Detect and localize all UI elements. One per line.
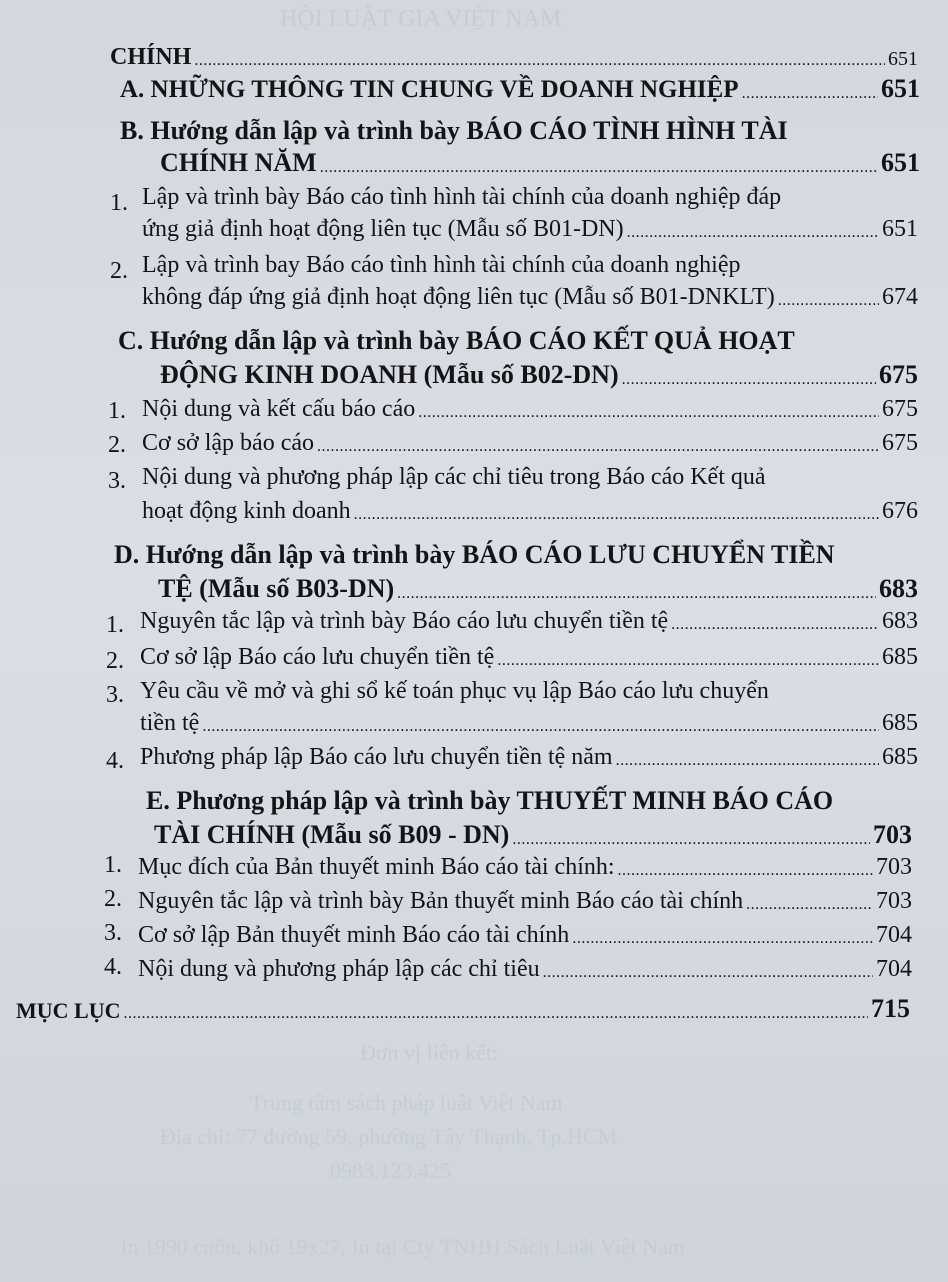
section-d-title-line1: D. Hướng dẫn lập và trình bày BÁO CÁO LƯU CHUYỂN TIỀN [114, 540, 835, 569]
item-number: 1. [108, 398, 126, 424]
toc-item [138, 854, 912, 881]
item-number: 3. [106, 682, 124, 708]
page-number: 703 [876, 888, 912, 914]
bleed-through-text: HỘI LUẬT GIA VIỆT NAM [280, 6, 562, 32]
toc-item [142, 430, 918, 457]
toc-item-line2: không đáp ứng giả định hoạt động liên tục (Mẫu số B01-DNKLT) [142, 284, 775, 310]
page-number: 675 [882, 396, 918, 422]
page-number: 703 [873, 820, 912, 849]
item-number: 1. [110, 190, 128, 216]
toc-section-e [154, 820, 912, 850]
toc-item-text: Nội dung và phương pháp lập các chỉ tiêu [138, 956, 540, 982]
item-number: 1. [104, 852, 122, 878]
bleed-through-text: Đơn vị liên kết: [360, 1040, 499, 1065]
dot-leader [194, 52, 885, 66]
item-number: 2. [108, 432, 126, 458]
dot-leader [616, 752, 879, 766]
toc-item [142, 396, 918, 423]
page-number: 704 [876, 922, 912, 948]
bleed-through-text: Địa chỉ: 77 đường 59, phường Tây Thạnh, Tp.HCM [160, 1124, 618, 1149]
toc-item [142, 498, 918, 525]
item-number: 4. [104, 954, 122, 980]
dot-leader [746, 896, 873, 910]
page-number: 651 [882, 216, 918, 242]
item-number: 4. [106, 748, 124, 774]
dot-leader [497, 652, 879, 666]
dot-leader [742, 85, 878, 99]
item-number: 3. [104, 920, 122, 946]
muc-luc-title: MỤC LỤC [16, 998, 121, 1023]
toc-item-line2: hoạt động kinh doanh [142, 498, 351, 524]
section-c-title-line1: C. Hướng dẫn lập và trình bày BÁO CÁO KẾT QUẢ HOẠT [118, 326, 795, 355]
toc-section-a [120, 74, 920, 104]
toc-item-text: Nguyên tắc lập và trình bày Bản thuyết minh Báo cáo tài chính [138, 888, 744, 914]
toc-item [140, 744, 918, 771]
toc-item [140, 710, 918, 737]
dot-leader [418, 404, 879, 418]
dot-leader [622, 371, 876, 385]
toc-item-line1: Lập và trình bay Báo cáo tình hình tài chính của doanh nghiệp [142, 252, 741, 278]
toc-item-line2: ứng giả định hoạt động liên tục (Mẫu số B01-DN) [142, 216, 624, 242]
dot-leader [354, 506, 879, 520]
section-a-title: A. NHỮNG THÔNG TIN CHUNG VỀ DOANH NGHIỆP [120, 76, 739, 103]
page-number: 704 [876, 956, 912, 982]
toc-item [142, 284, 918, 311]
section-c-title-line2: ĐỘNG KINH DOANH (Mẫu số B02-DN) [160, 360, 619, 389]
toc-muc-luc [16, 994, 910, 1024]
section-b-title-line1: B. Hướng dẫn lập và trình bày BÁO CÁO TÌNH HÌNH TÀI [120, 116, 788, 145]
page-number: 715 [871, 994, 910, 1023]
page-number: 683 [882, 608, 918, 634]
section-e-title-line1: E. Phương pháp lập và trình bày THUYẾT MINH BÁO CÁO [146, 786, 834, 815]
bleed-through-text: 0983.123.425 [330, 1158, 451, 1183]
dot-leader [618, 862, 873, 876]
toc-item [142, 216, 918, 243]
toc-item [138, 922, 912, 949]
section-b-title-line2: CHÍNH NĂM [160, 148, 317, 177]
dot-leader [320, 159, 878, 173]
toc-item-text: Mục đích của Bản thuyết minh Báo cáo tài chính: [138, 854, 615, 880]
item-number: 2. [106, 648, 124, 674]
page-number: 685 [882, 744, 918, 770]
toc-item [140, 644, 918, 671]
page-number: 685 [882, 710, 918, 736]
toc-section-c [160, 360, 918, 390]
dot-leader [202, 718, 879, 732]
toc-item [138, 888, 912, 915]
dot-leader [778, 292, 879, 306]
page-number: 651 [881, 74, 920, 103]
dot-leader [397, 585, 876, 599]
toc-continuation-title: CHÍNH [110, 44, 192, 70]
item-number: 2. [104, 886, 122, 912]
bleed-through-text: In 1990 cuốn, khổ 19x27, In tại Cty TNHH Sách Luật Việt Nam [120, 1234, 685, 1259]
toc-section-b [160, 148, 920, 178]
item-number: 2. [110, 258, 128, 284]
toc-item-line2: tiền tệ [140, 710, 200, 736]
toc-item-text: Cơ sở lập báo cáo [142, 430, 315, 456]
dot-leader [543, 964, 873, 978]
section-e-title-line2: TÀI CHÍNH (Mẫu số B09 - DN) [154, 820, 510, 849]
toc-item-line1: Yêu cầu về mở và ghi sổ kế toán phục vụ lập Báo cáo lưu chuyển [140, 678, 769, 704]
bleed-through-text: Trung tâm sách pháp luật Việt Nam [250, 1090, 563, 1115]
toc-item [140, 608, 918, 635]
dot-leader [572, 930, 873, 944]
item-number: 1. [106, 612, 124, 638]
toc-section-d [158, 574, 918, 604]
page-number: 683 [879, 574, 918, 603]
page-number: 676 [882, 498, 918, 524]
toc-item-text: Cơ sở lập Báo cáo lưu chuyển tiền tệ [140, 644, 495, 670]
toc-item [138, 956, 912, 983]
dot-leader [627, 224, 879, 238]
section-d-title-line2: TỆ (Mẫu số B03-DN) [158, 574, 395, 603]
toc-item-text: Nguyên tắc lập và trình bày Báo cáo lưu chuyển tiền tệ [140, 608, 669, 634]
dot-leader [671, 616, 879, 630]
toc-item-line1: Nội dung và phương pháp lập các chỉ tiêu trong Báo cáo Kết quả [142, 464, 766, 490]
toc-continuation [110, 44, 918, 71]
dot-leader [512, 831, 870, 845]
page-number: 675 [879, 360, 918, 389]
page-number: 675 [882, 430, 918, 456]
toc-item-line1: Lập và trình bày Báo cáo tình hình tài chính của doanh nghiệp đáp [142, 184, 782, 210]
page-number: 674 [882, 284, 918, 310]
toc-item-text: Phương pháp lập Báo cáo lưu chuyển tiền tệ năm [140, 744, 613, 770]
toc-item-text: Nội dung và kết cấu báo cáo [142, 396, 416, 422]
page-number: 651 [888, 48, 918, 70]
dot-leader [124, 1005, 869, 1019]
page-number: 651 [881, 148, 920, 177]
item-number: 3. [108, 468, 126, 494]
dot-leader [317, 438, 879, 452]
page-number: 685 [882, 644, 918, 670]
toc-item-text: Cơ sở lập Bản thuyết minh Báo cáo tài chính [138, 922, 570, 948]
page-number: 703 [876, 854, 912, 880]
